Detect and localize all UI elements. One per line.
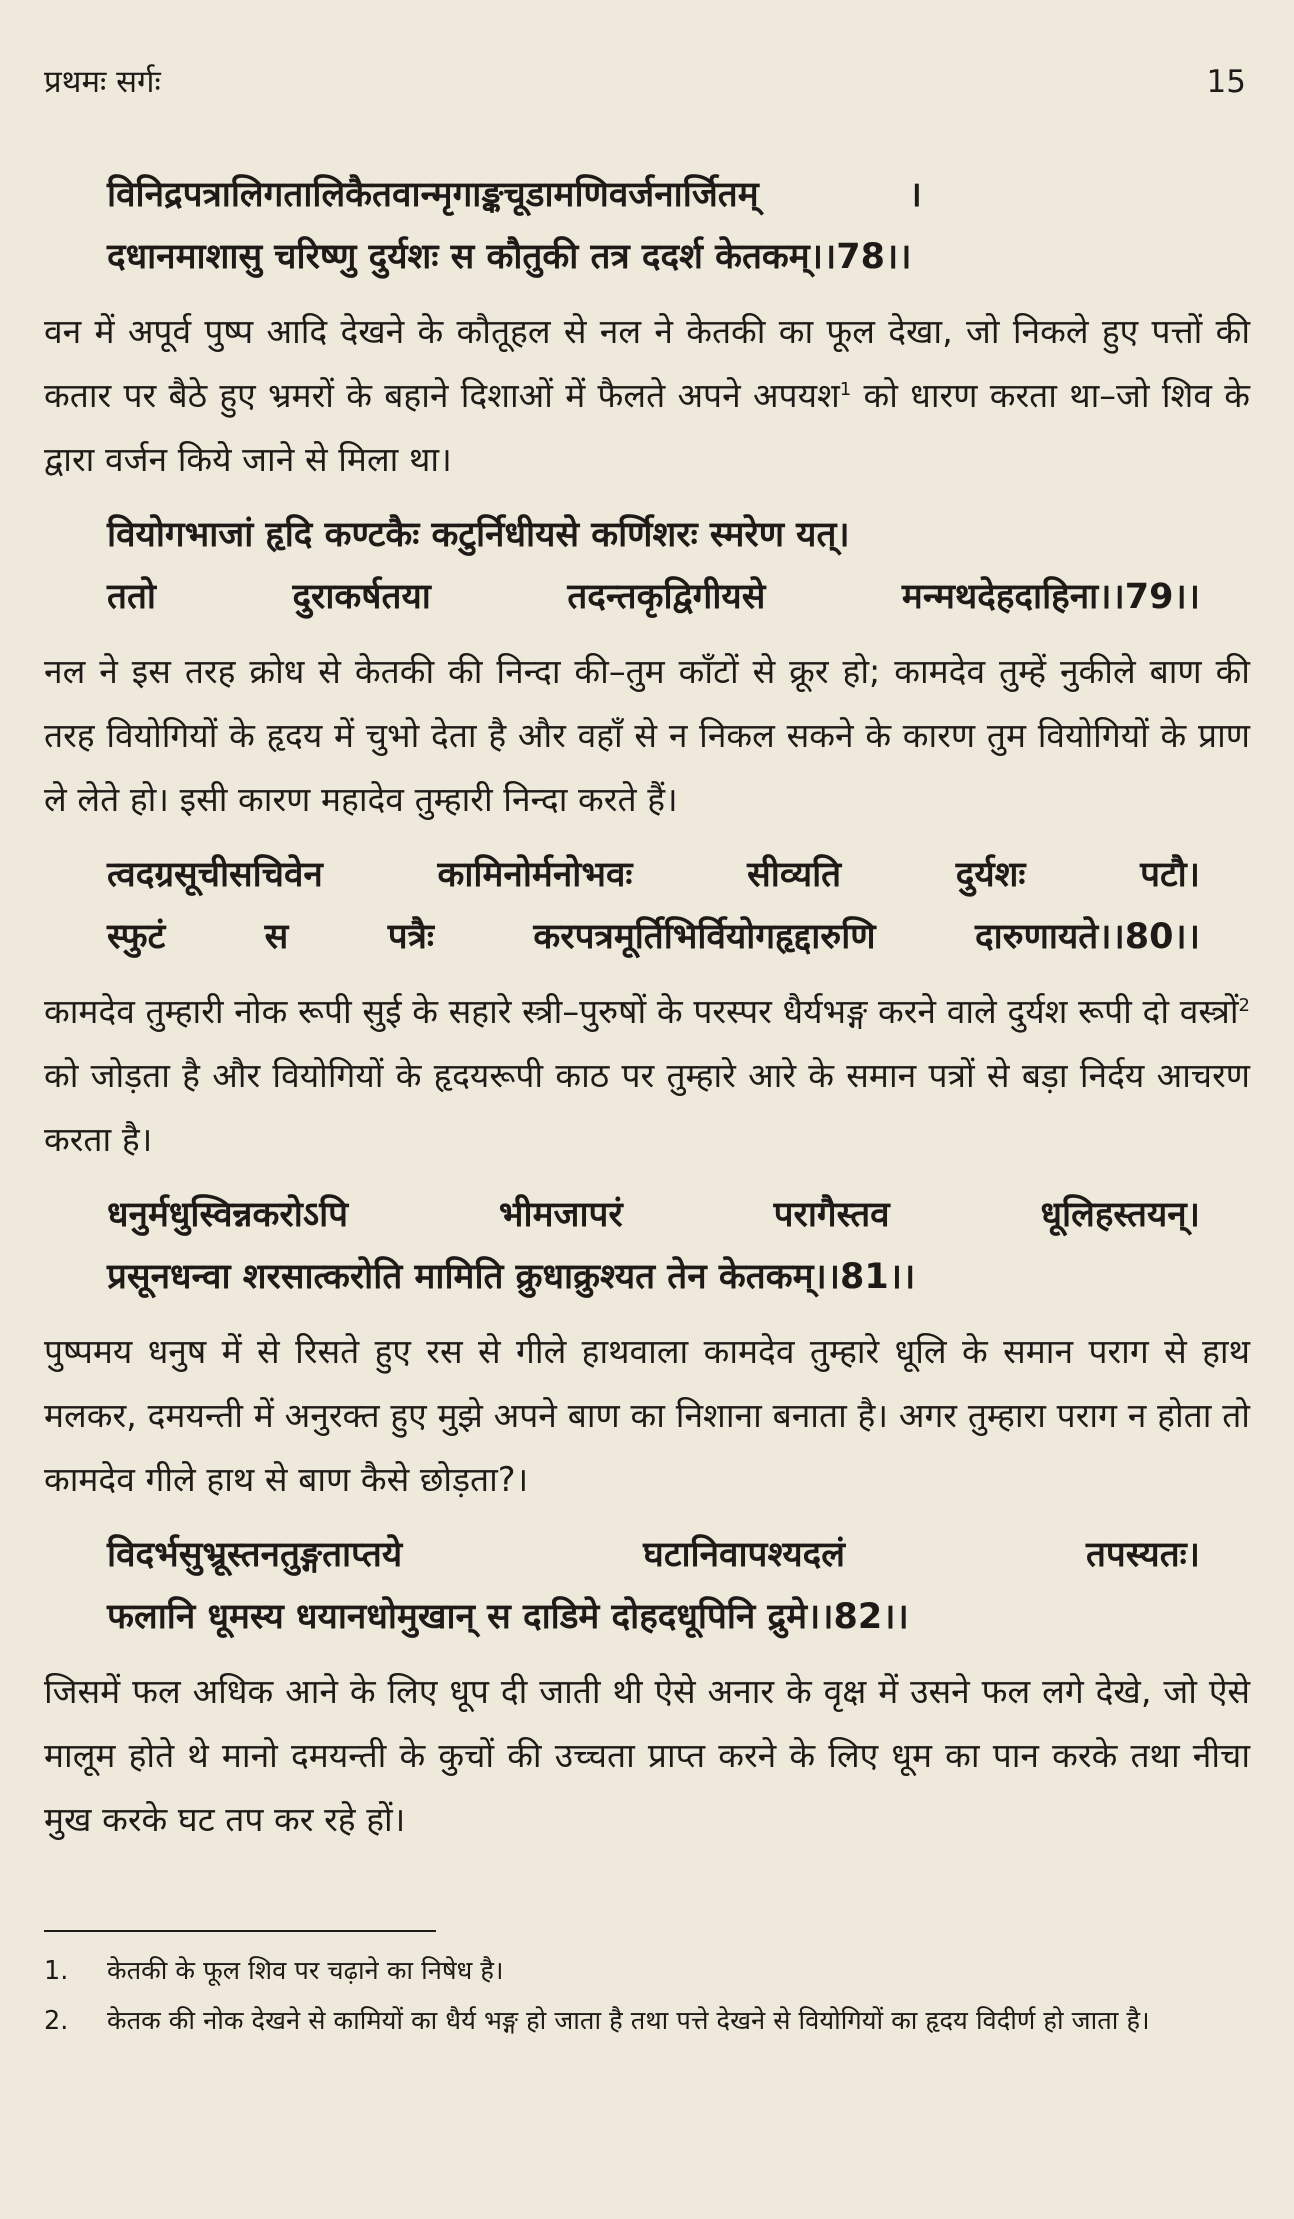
translation-78: वन में अपूर्व पुष्प आदि देखने के कौतूहल से नल ने केतकी का फूल देखा, जो निकले हुए पत्तों की कतार पर बैठे हुए भ्रमरों के बहाने दिशाओं में फैलते अपने अपयश$^1$ को धारण करता था–जो शिव के द्वारा वर्जन किये जाने से मिला था। (44, 312, 1250, 479)
verse-block-80 (44, 844, 1250, 968)
translation-79: नल ने इस तरह क्रोध से केतकी की निन्दा की–तुम काँटों से क्रूर हो; कामदेव तुम्हें नुकीले बाण की तरह वियोगियों के हृदय में चुभो देता है और वहाँ से न निकल सकने के कारण तुम वियोगियों के प्राण ले लेते हो। इसी कारण महादेव तुम्हारी निन्दा करते हैं। (44, 652, 1250, 819)
verse-78-line-1: विनिद्रपत्रालिगतालिकैतवान्मृगाङ्कचूडामणिवर्जनार्जितम् । (107, 175, 922, 215)
translation-81: पुष्पमय धनुष में से रिसते हुए रस से गीले हाथवाला कामदेव तुम्हारे धूलि के समान पराग से हाथ मलकर, दमयन्ती में अनुरक्त हुए मुझे अपने बाण का निशाना बनाता है। अगर तुम्हारा पराग न होता तो कामदेव गीले हाथ से बाण कैसे छोड़ता?। (44, 1332, 1250, 1499)
verse-78-line-2: दधानमाशासु चरिष्णु दुर्यशः स कौतुकी तत्र ददर्श केतकम्।।78।। (107, 237, 912, 277)
footnote-text: केतक की नोक देखने से कामियों का धैर्य भङ्ग हो जाता है तथा पत्ते देखने से वियोगियों का हृदय विदीर्ण हो जाता है। (107, 2006, 1150, 2036)
verse-block-81 (44, 1184, 1250, 1308)
verse-82-line-2: फलानि धूमस्य धयानधोमुखान् स दाडिमे दोहदधूपिनि द्रुमे।।82।। (107, 1597, 909, 1637)
footnote-text: केतकी के फूल शिव पर चढ़ाने का निषेध है। (107, 1956, 504, 1986)
page-header (44, 60, 1250, 112)
footnote-ref-2: 2 (1238, 994, 1250, 1016)
verse-81-line-2: प्रसूनधन्वा शरसात्करोति मामिति क्रुधाक्रुश्यत तेन केतकम्।।81।। (107, 1257, 916, 1297)
chapter-title: प्रथमः सर्गः (44, 64, 161, 100)
verse-79-line-1: वियोगभाजां हृदि कण्टकैः कटुर्निधीयसे कर्णिशरः स्मरेण यत्। (107, 515, 850, 555)
verse-80-line-1: त्वदग्रसूचीसचिवेन कामिनोर्मनोभवः सीव्यति दुर्यशः पटौ। (107, 855, 1200, 895)
verse-block-78 (44, 164, 1250, 288)
footnote-1 (44, 1946, 1250, 1996)
verse-82-line-1: विदर्भसुभ्रूस्तनतुङ्गताप्तये घटानिवापश्यदलं तपस्यतः। (107, 1535, 1200, 1575)
footnote-2 (44, 1996, 1250, 2046)
verse-81-line-1: धनुर्मधुस्विन्नकरोऽपि भीमजापरं परागैस्तव धूलिहस्तयन्। (107, 1195, 1200, 1235)
footnote-number: 1. (44, 1956, 69, 1986)
verse-block-79 (44, 504, 1250, 628)
verse-80-line-2: स्फुटं स पत्रैः करपत्रमूर्तिभिर्वियोगहृद्दारुणि दारुणायते।।80।। (107, 917, 1200, 957)
page-number: 15 (1206, 64, 1246, 100)
verse-block-82 (44, 1524, 1250, 1648)
footnote-ref-1: 1 (839, 378, 852, 400)
translation-80: कामदेव तुम्हारी नोक रूपी सुई के सहारे स्त्री–पुरुषों के परस्पर धैर्यभङ्ग करने वाले दुर्यश रूपी दो वस्त्रों$^2$ को जोड़ता है और वियोगियों के हृदयरूपी काठ पर तुम्हारे आरे के समान पत्रों से बड़ा निर्दय आचरण करता है। (44, 992, 1250, 1159)
verse-79-line-2: ततो दुराकर्षतया तदन्तकृद्विगीयसे मन्मथदेहदाहिना।।79।। (107, 577, 1200, 617)
translation-82: जिसमें फल अधिक आने के लिए धूप दी जाती थी ऐसे अनार के वृक्ष में उसने फल लगे देखे, जो ऐसे मालूम होते थे मानो दमयन्ती के कुचों की उच्चता प्राप्त करने के लिए धूम का पान करके तथा नीचा मुख करके घट तप कर रहे हों। (44, 1672, 1250, 1839)
footnote-number: 2. (44, 2006, 69, 2036)
footnote-divider (44, 1930, 436, 1932)
